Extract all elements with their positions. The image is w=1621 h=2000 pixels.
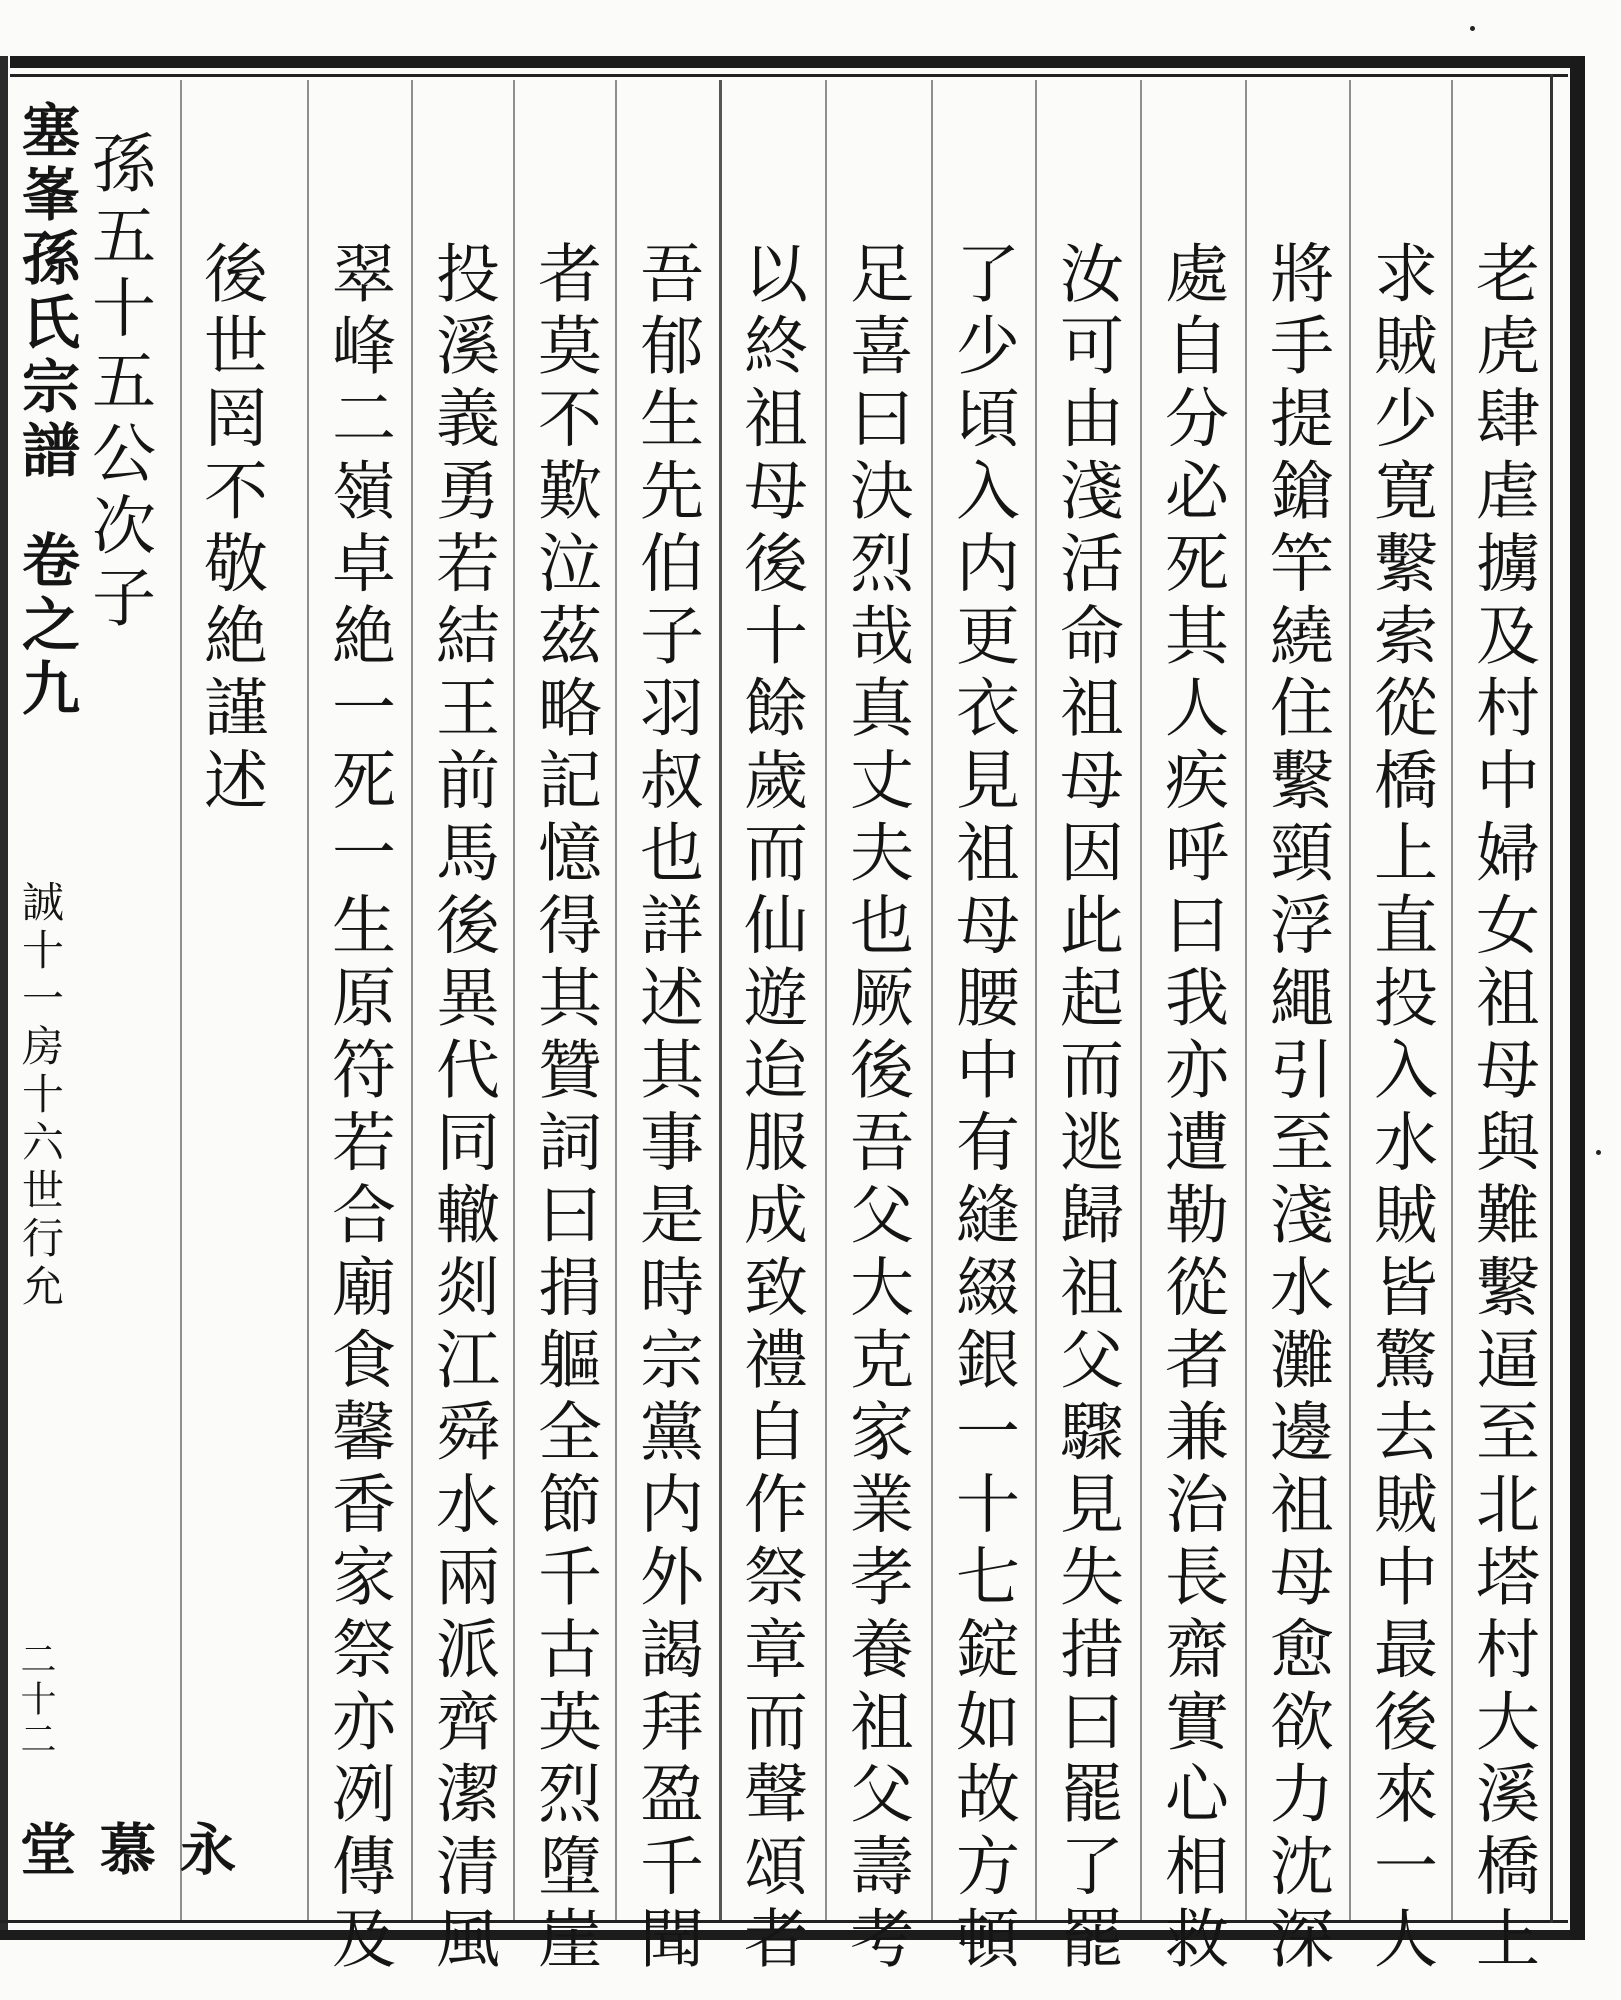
column-rule [411, 80, 413, 1920]
text-column-11: 投溪義勇若結王前馬後異代同轍剡江舜水兩派齊潔清風 [425, 240, 499, 1978]
text-column-10: 者莫不歎泣茲略記憶得其贊詞曰捐軀全節千古英烈墮崖 [527, 240, 601, 1978]
text-column-13: 後世罔不敬絶謹述 [193, 240, 267, 820]
text-column-4: 處自分必死其人疾呼曰我亦遭勒從者兼治長齋實心相救 [1154, 240, 1228, 1978]
text-column-7: 足喜曰決烈哉真丈夫也厥後吾父大克家業孝養祖父壽考 [839, 240, 913, 1978]
column-rule [1245, 80, 1247, 1920]
ink-speck [1596, 1150, 1601, 1155]
spine-branch: 誠十一房十六世行允 [16, 880, 65, 1312]
text-column-5: 汝可由淺活命祖母因此起而逃歸祖父驟見失措曰罷了罷 [1049, 240, 1123, 1978]
frame-right-border [1570, 56, 1585, 1940]
column-rule [1451, 80, 1453, 1920]
text-column-1: 老虎肆虐擄及村中婦女祖母與難繫逼至北塔村大溪橋上 [1465, 240, 1539, 1978]
spine-hall-name: 永慕堂 [11, 1820, 237, 1882]
text-column-3: 將手提鎗竿繞住繫頸浮繩引至淺水灘邊祖母愈欲力沈深 [1259, 240, 1333, 1978]
frame-right-inner-line [1550, 74, 1553, 1923]
text-column-6: 了少頃入内更衣見祖母腰中有縫綴銀一十七錠如故方頓 [945, 240, 1019, 1978]
column-rule [307, 80, 309, 1920]
column-rule [513, 80, 515, 1920]
column-rule [825, 80, 827, 1920]
spine-volume: 卷之九 [12, 530, 80, 722]
text-column-12: 翠峰二嶺卓絶一死一生原符若合廟食馨香家祭亦冽傳及 [321, 240, 395, 1978]
text-column-2: 求賊少寛繫索從橋上直投入水賊皆驚去賊中最後來一人 [1363, 240, 1437, 1978]
spine-title: 塞峯孫氏宗譜 [12, 100, 80, 484]
center-fold-line [719, 80, 722, 1920]
column-rule [615, 80, 617, 1920]
text-column-14: 孫五十五公次子 [81, 130, 155, 637]
column-rule [1140, 80, 1142, 1920]
frame-top-inner-line [10, 74, 1568, 77]
frame-top-border [10, 56, 1585, 68]
spine-page-number: 二十二 [15, 1640, 56, 1760]
text-column-9: 吾郁生先伯子羽叔也詳述其事是時宗黨内外謁拜盈千聞 [629, 240, 703, 1978]
column-rule [1035, 80, 1037, 1920]
column-rule [1349, 80, 1351, 1920]
column-rule [180, 80, 182, 1920]
column-rule [931, 80, 933, 1920]
text-column-8: 以終祖母後十餘歲而仙遊迨服成致禮自作祭章而聲頌者 [733, 240, 807, 1978]
ink-speck [1470, 26, 1475, 31]
